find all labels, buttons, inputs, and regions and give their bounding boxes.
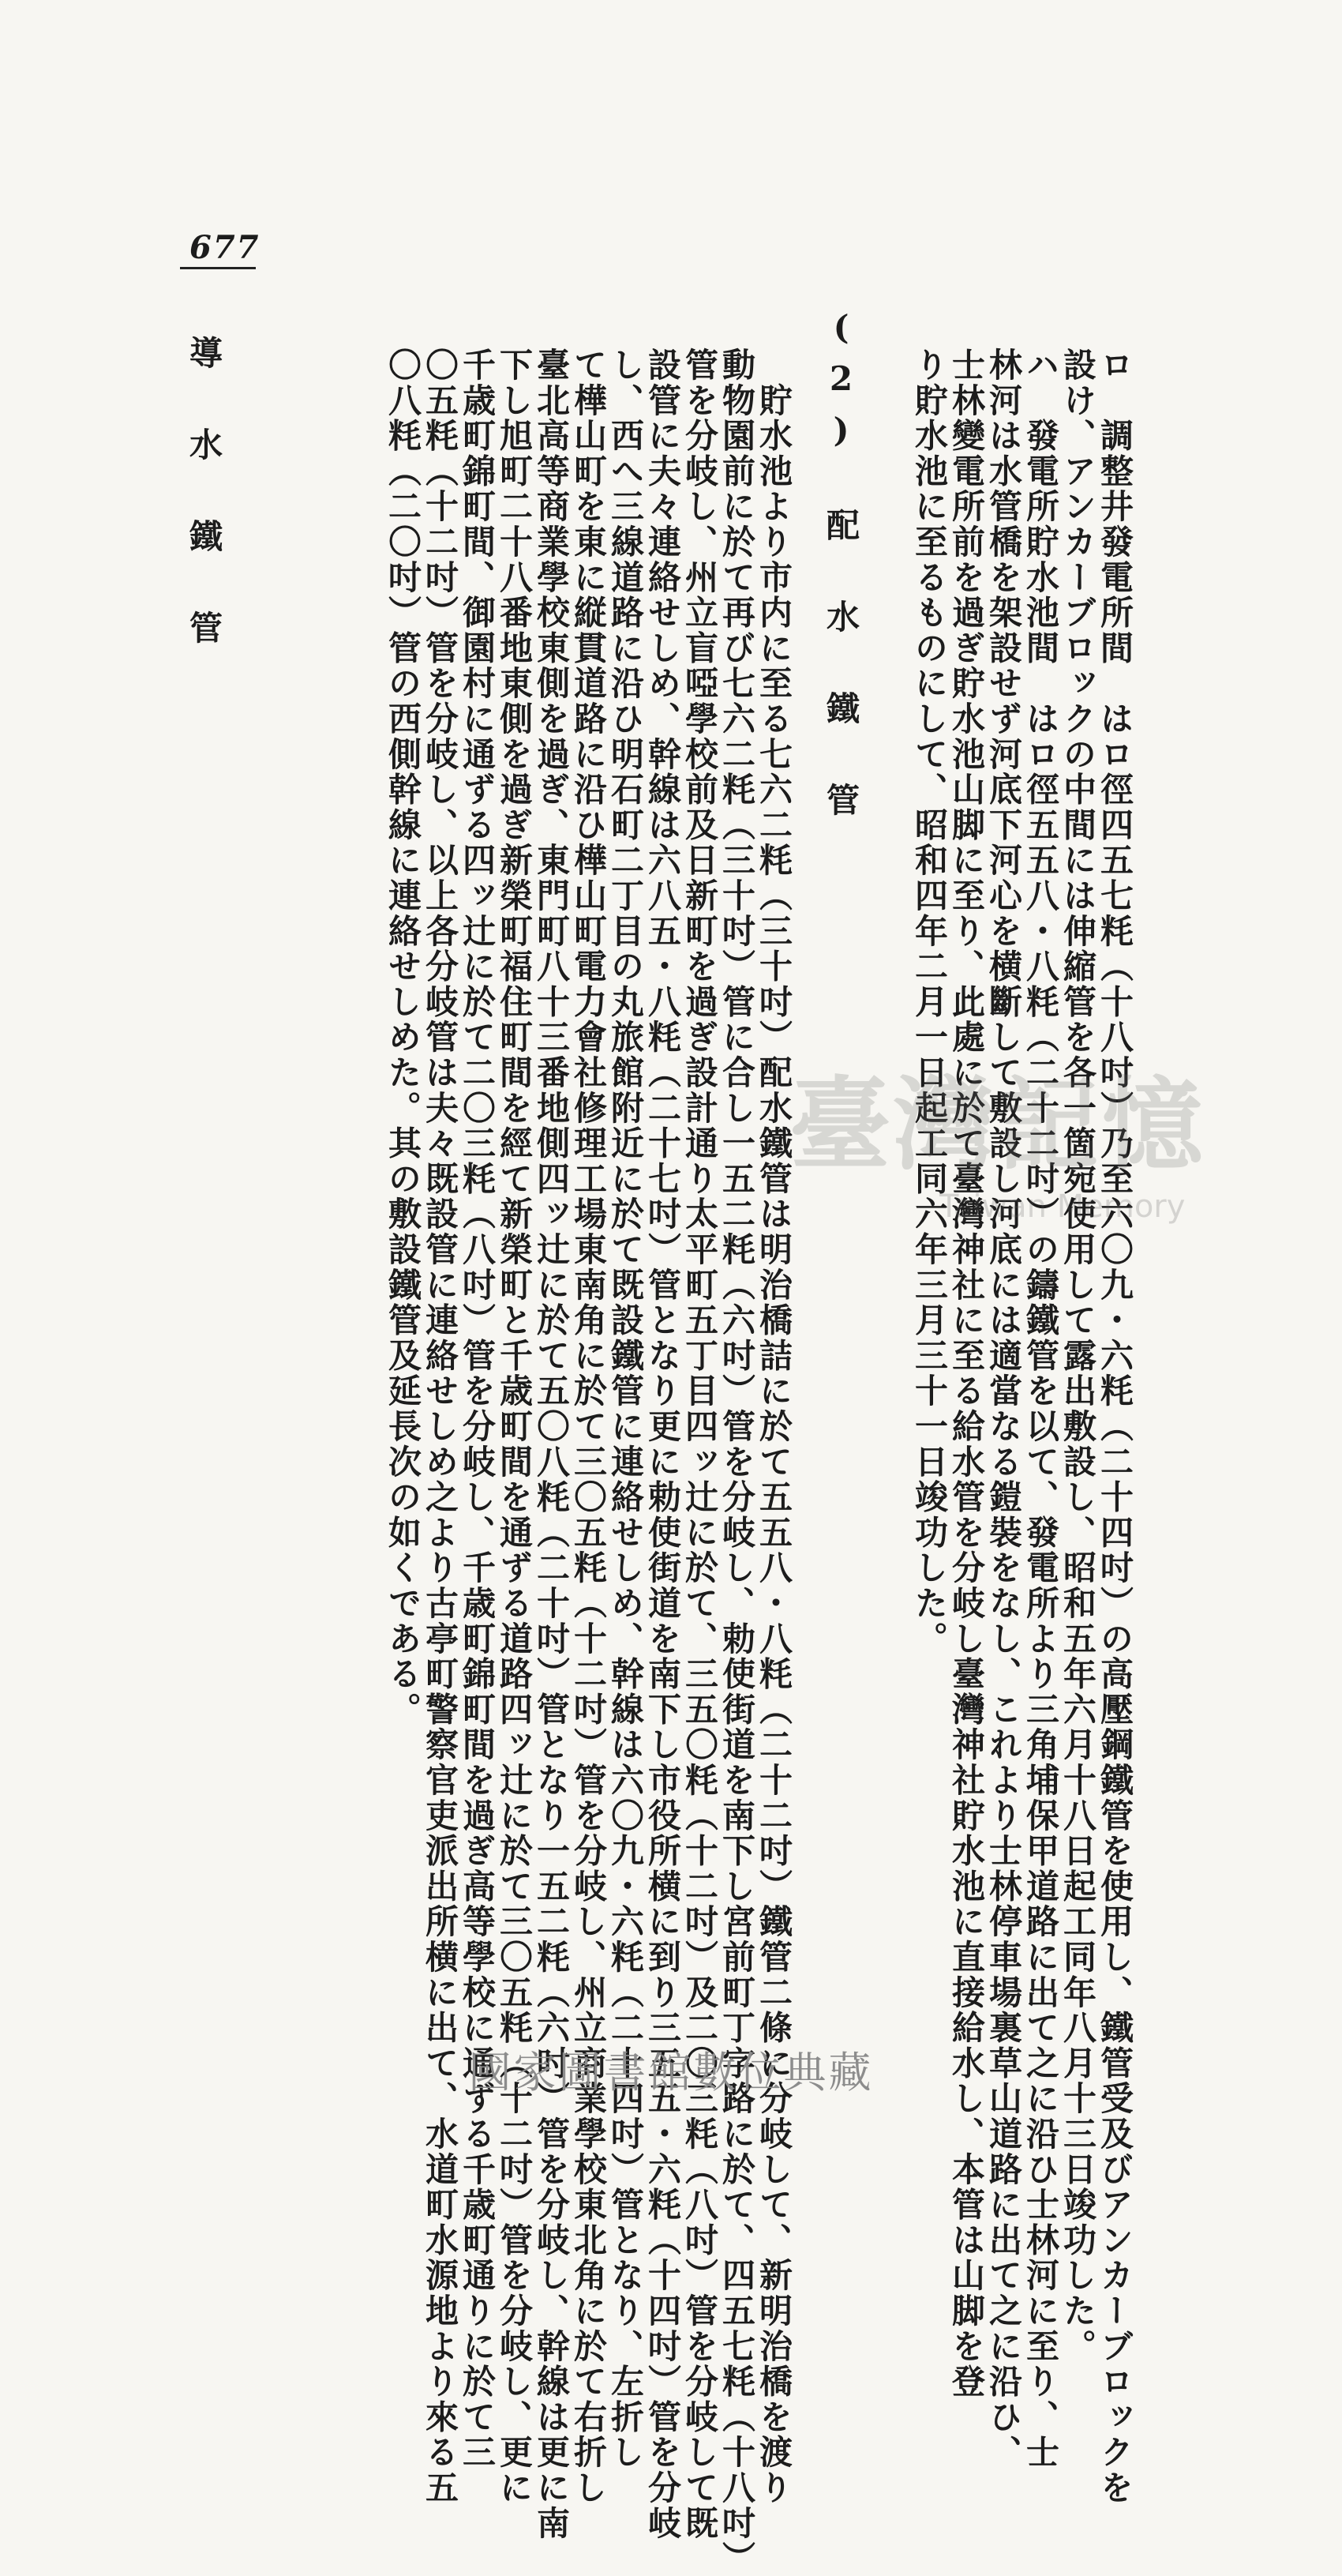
text-column-1: ロ 調整井發電所間 はロ徑四五七粍（十八吋）乃至六〇九・六粍（二十四吋）の高壓鋼鐵管を使用し、鐵管受及びアンカーブロックを: [1096, 347, 1134, 2506]
text-column-11: し、西へ三線道路に沿ひ明石町二丁目の丸旅館附近に於て既設鐵管に連絡せしめ、幹線は六〇九・六粍（二十四吋）管となり、左折し: [606, 347, 645, 2470]
section-heading-distribution-pipe: (2) 配 水 鐵 管: [822, 308, 860, 828]
text-column-15: 千歳町錦町間、御園村に通ずる四ッ辻に於て二〇三粍（八吋）管を分岐し、千歳町錦町間を過ぎ高等學校に通ずる千歳町通りに於て三: [458, 347, 497, 2470]
watermark: [789, 1066, 1207, 1252]
text-column-12: て樺山町を東に縦貫道路に沿ひ樺山町電力會社修理工場東南角に於て三〇五粍（十二吋）管を分岐し、州立商業學校東北角に於て右折し: [569, 347, 608, 2506]
page-number-rule: [180, 267, 256, 269]
text-column-5: 士林變電所前を過ぎ貯水池山脚に至り、此處に於て臺灣神社に至る給水管を分岐し臺灣神社貯水池に直接給水し、本管は山脚を登: [947, 347, 986, 2400]
text-column-2: 設け、アンカーブロックの中間には伸縮管を各一箇宛使用して露出敷設し、昭和五年六月十八日起工同年八月十三日竣功した。: [1059, 347, 1097, 2364]
text-column-9: 管を分岐し、州立盲啞學校前及日新町を過ぎ設計通り太平町五丁目四ッ辻に於て、三五〇粍（十二吋）及二〇三粍（八吋）管を分岐して既: [680, 347, 719, 2541]
section-heading-conduit-pipe: 導 水 鐵 管: [185, 336, 223, 656]
text-column-4: 林河は水管橋を架設せず河底下河心を横斷して敷設し河底には適當なる鎧裝をなし、これより士林停車場裏草山道路に出て之に沿ひ、: [984, 347, 1023, 2470]
page-number: 677: [189, 229, 261, 266]
footer-library-credit: 國家圖書館數位典藏: [468, 2048, 874, 2097]
text-column-17: 〇八粍（二〇吋）管の西側幹線に連絡せしめた。其の敷設鐵管及延長次の如くである。: [384, 347, 422, 1728]
text-column-10: 設管に夫々連絡せしめ、幹線は六八五・八粍（二十七吋）管となり更に勅使街道を南下し市役所横に到り三五五・六粍（十四吋）管を分岐: [643, 347, 682, 2541]
text-column-14: 下し旭町二十八番地東側を過ぎ新榮町福住町間を經て新榮町と千歳町間を通ずる道路四ッ辻に於て三〇五粍（十二吋）管を分岐し、更に: [495, 347, 534, 2506]
watermark-logo-text: 臺灣記憶: [789, 1066, 1207, 1185]
text-column-8: 動物園前に於て再び七六二粍（三十吋）管に合し一五二粍（六吋）管を分岐し、勅使街道を南下し宮前町丁字路に於て、四五七粍（十八吋）: [718, 347, 756, 2576]
text-column-3: ハ 發電所貯水池間 はロ徑五五八・八粍（二十二吋）の鑄鐵管を以て、發電所より三角埔保甲道路に出て之に沿ひ士林河に至り、士: [1021, 347, 1060, 2471]
text-column-7: 貯水池より市内に至る七六二粍（三十吋）配水鐵管は明治橋詰に於て五五八・八粍（二十二吋）鐵管二條に分岐して、新明治橋を渡り: [755, 347, 793, 2506]
text-column-13: 臺北高等商業學校東側を過ぎ、東門町八十三番地側四ッ辻に於て五〇八粍（二十吋）管となり一五二粍（六吋）管を分岐し、幹線は更に南: [532, 347, 571, 2541]
watermark-latin-text: Taiwan Memory: [939, 1188, 1186, 1225]
text-column-16: 〇五粍（十二吋）管を分岐し、以上各分岐管は夫々既設管に連絡せしめ之より古亭町警察官吏派出所横に出て、水道町水源地より來る五: [421, 347, 459, 2506]
text-column-6: り貯水池に至るものにして、昭和四年二月一日起工同六年三月三十一日竣功した。: [910, 347, 949, 1657]
